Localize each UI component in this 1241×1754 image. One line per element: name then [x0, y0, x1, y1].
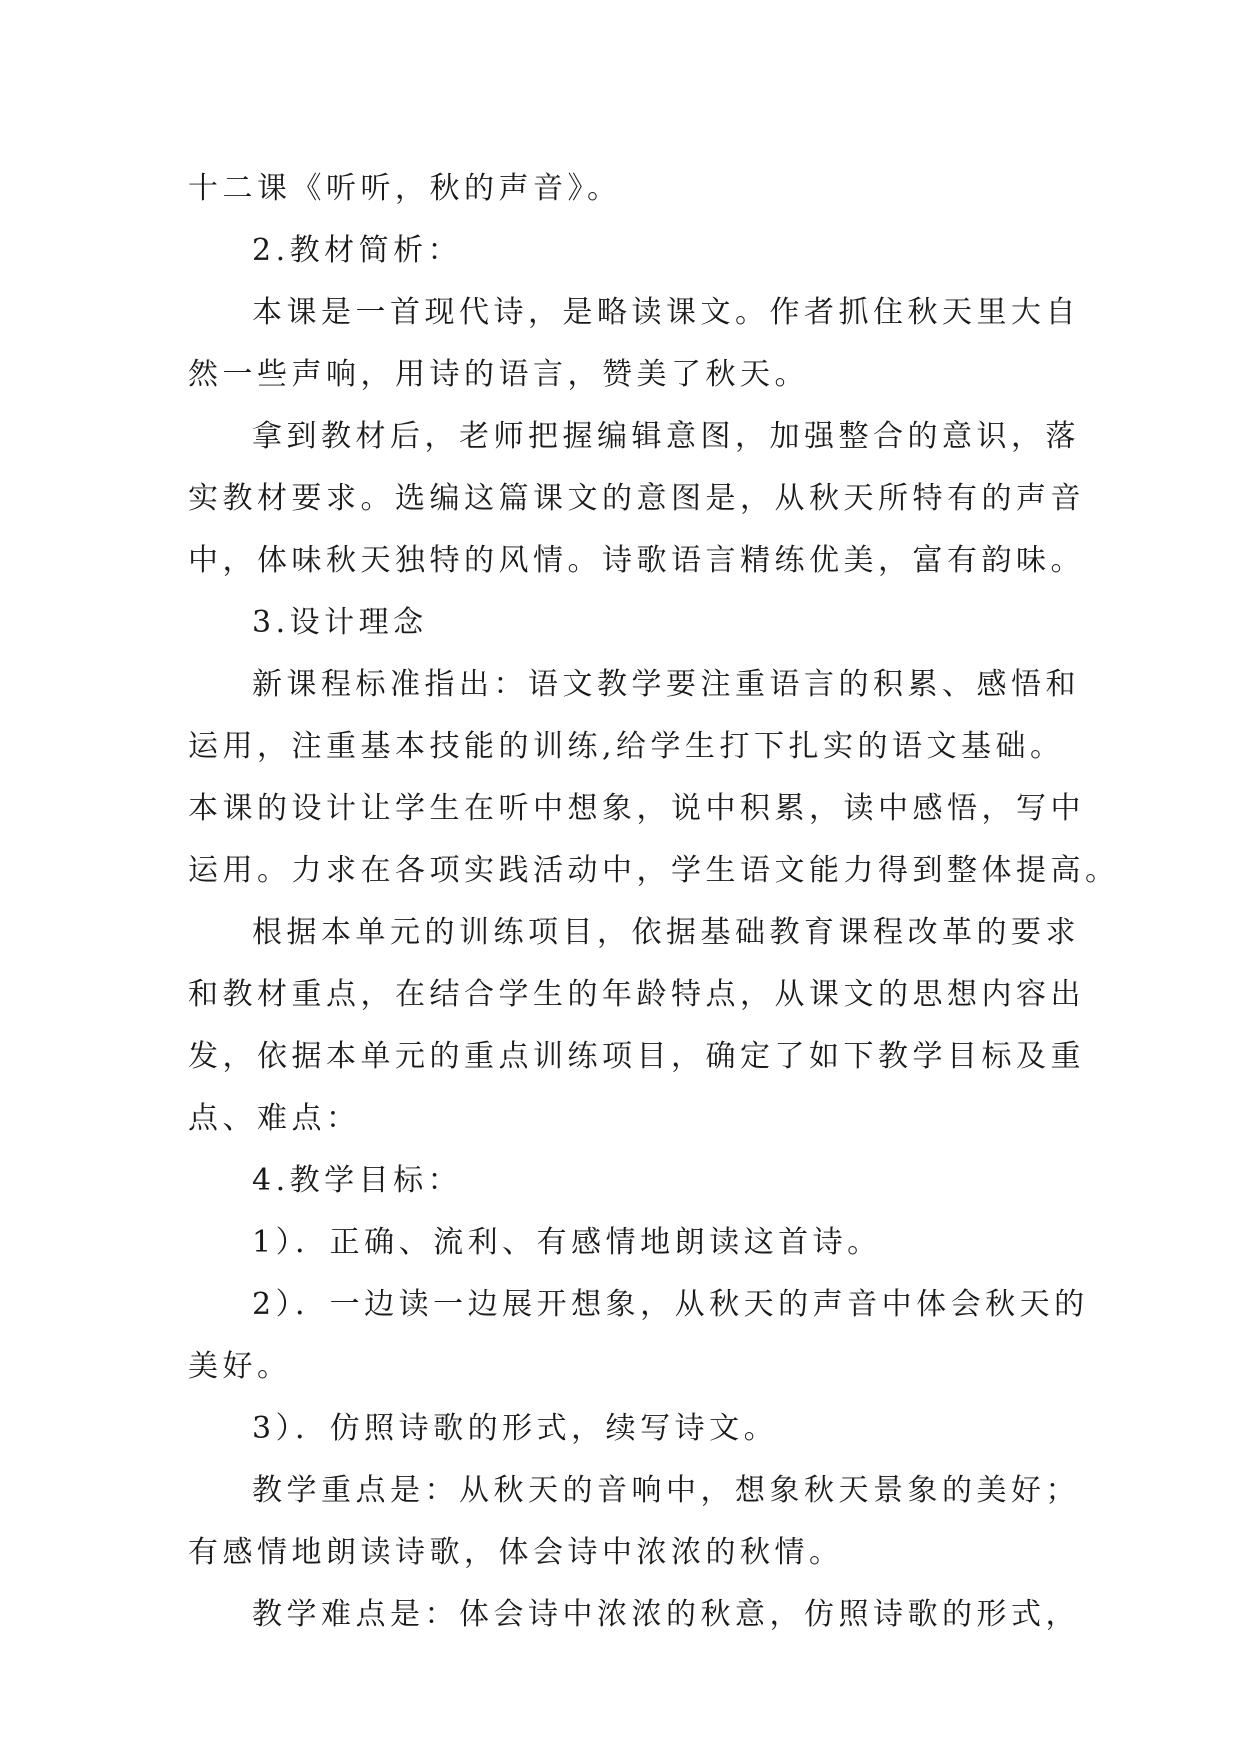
text-line: 运用。力求在各项实践活动中，学生语文能力得到整体提高。 — [188, 853, 1120, 888]
text-line: 新课程标准指出：语文教学要注重语言的积累、感悟和 — [252, 667, 1080, 702]
text-line: 中，体味秋天独特的风情。诗歌语言精练优美，富有韵味。 — [188, 543, 1085, 578]
text-line: 发，依据本单元的重点训练项目，确定了如下教学目标及重 — [188, 1039, 1085, 1074]
text-line: 4.教学目标： — [252, 1163, 463, 1198]
text-line: 根据本单元的训练项目，依据基础教育课程改革的要求 — [252, 915, 1080, 950]
text-line: 十二课《听听，秋的声音》。 — [188, 171, 622, 206]
text-line: 教学难点是：体会诗中浓浓的秋意，仿照诗歌的形式， — [252, 1597, 1080, 1632]
text-line: 3.设计理念 — [252, 605, 428, 640]
text-line: 3）．仿照诗歌的形式，续写诗文。 — [252, 1411, 779, 1446]
text-line: 运用，注重基本技能的训练,给学生打下扎实的语文基础。 — [188, 729, 1065, 764]
text-line: 和教材重点，在结合学生的年龄特点，从课文的思想内容出 — [188, 977, 1085, 1012]
text-line: 2）．一边读一边展开想象，从秋天的声音中体会秋天的 — [252, 1287, 1089, 1322]
text-line: 实教材要求。选编这篇课文的意图是，从秋天所特有的声音 — [188, 481, 1085, 516]
text-line: 美好。 — [188, 1349, 292, 1384]
text-line: 有感情地朗读诗歌，体会诗中浓浓的秋情。 — [188, 1535, 844, 1570]
text-line: 点、难点： — [188, 1101, 361, 1136]
document-body — [188, 158, 1120, 1646]
text-line: 本课是一首现代诗，是略读课文。作者抓住秋天里大自 — [252, 295, 1080, 330]
text-line: 1）．正确、流利、有感情地朗读这首诗。 — [252, 1225, 882, 1260]
text-line: 然一些声响，用诗的语言，赞美了秋天。 — [188, 357, 809, 392]
text-line: 本课的设计让学生在听中想象，说中积累，读中感悟，写中 — [188, 791, 1085, 826]
text-line: 教学重点是：从秋天的音响中，想象秋天景象的美好； — [252, 1473, 1080, 1508]
text-line: 2.教材简析： — [252, 233, 463, 268]
text-line: 拿到教材后，老师把握编辑意图，加强整合的意识，落 — [252, 419, 1080, 454]
